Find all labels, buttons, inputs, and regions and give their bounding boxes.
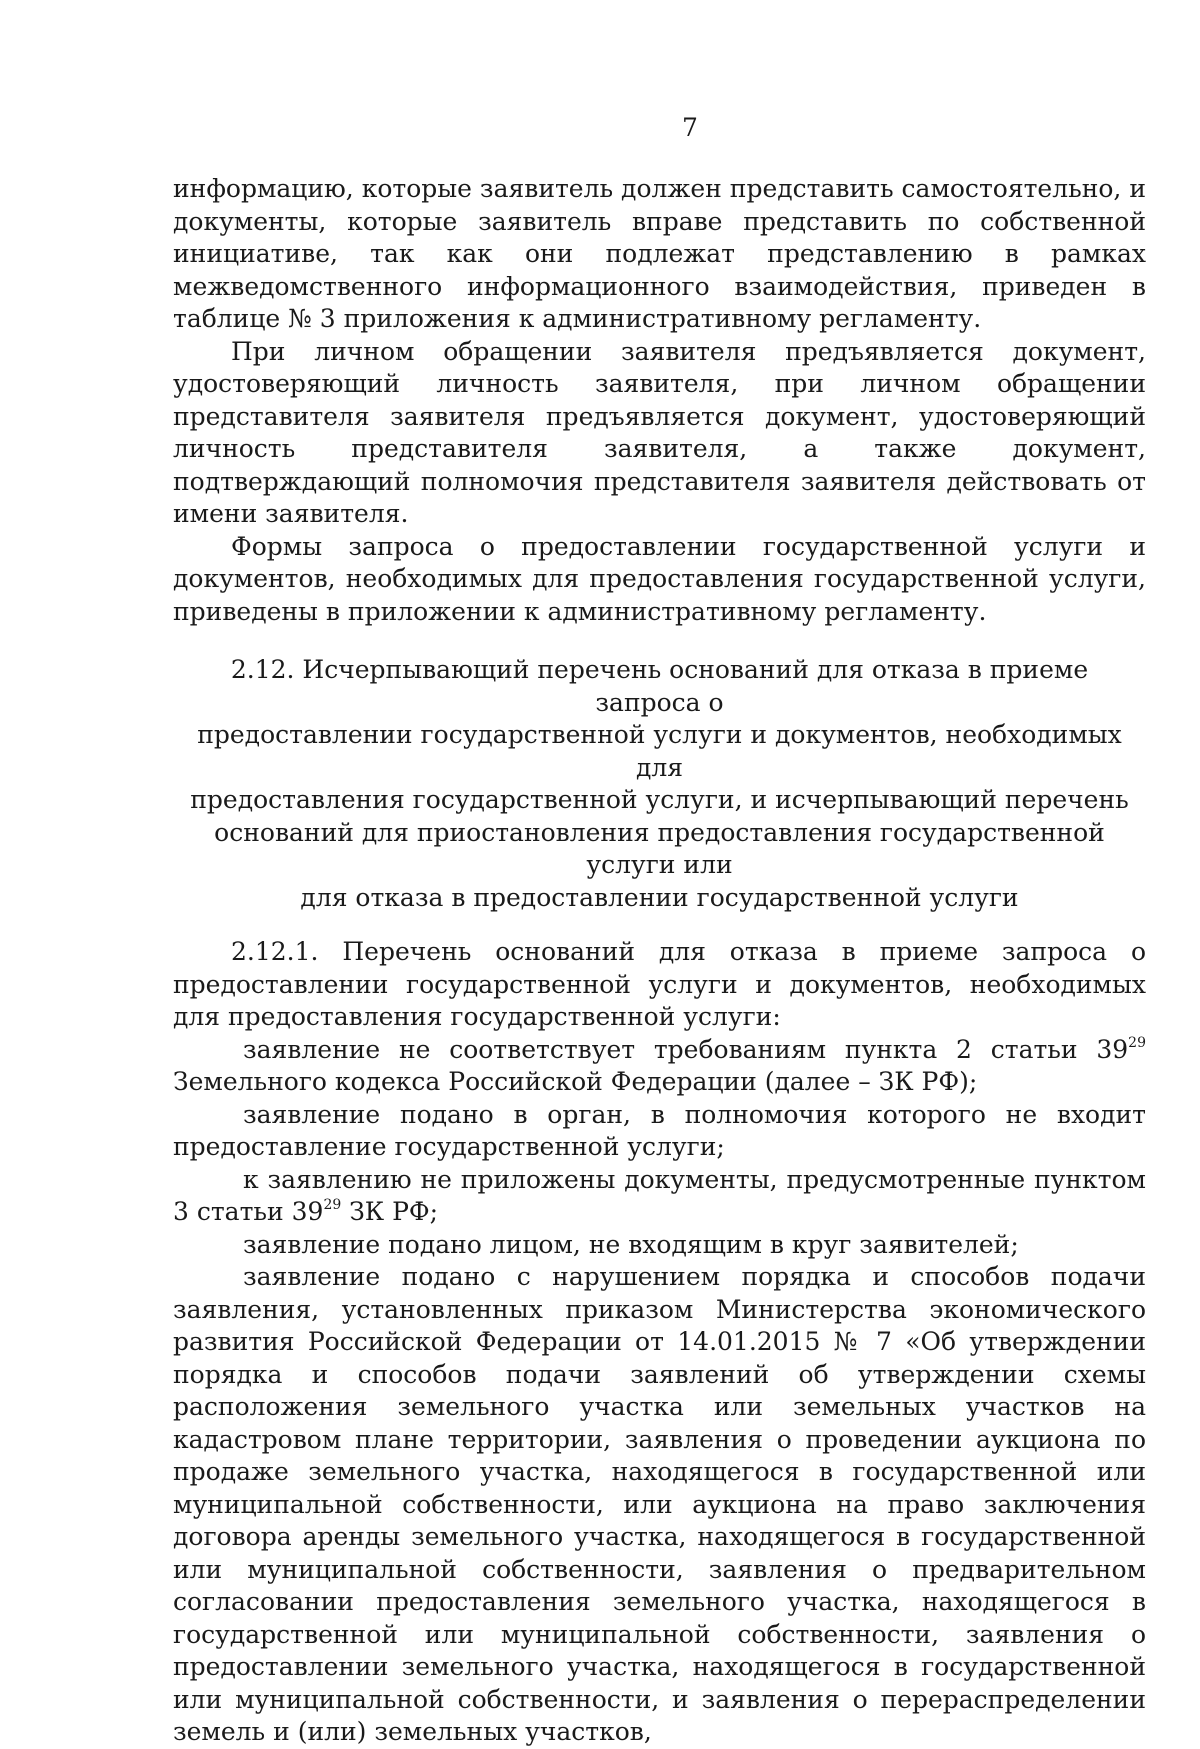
heading-line: предоставления государственной услуги, и исчерпывающий перечень bbox=[190, 785, 1129, 814]
reason-text: к заявлению не приложены документы, предусмотренные пунктом 3 статьи 39 bbox=[173, 1164, 1146, 1226]
paragraph-request-forms: Формы запроса о предоставлении государственной услуги и документов, необходимых для предоставления государственной услуги, приведены в приложении к административному регламенту. bbox=[173, 531, 1146, 626]
heading-line: для отказа в предоставлении государственной услуги bbox=[300, 882, 1019, 912]
section-heading bbox=[173, 654, 1146, 914]
reason-text: заявление не соответствует требованиям пункта 2 статьи 39 bbox=[243, 1034, 1129, 1064]
paragraph-identity-documents: При личном обращении заявителя предъявляется документ, удостоверяющий личность заявителя, при личном обращении представителя заявителя предъявляется документ, удостоверяющий личность представителя заявителя, а также документ, подтверждающий полномочия представителя заявителя действовать от имени заявителя. bbox=[173, 336, 1146, 528]
reason-text: Земельного кодекса Российской Федерации (далее – ЗК РФ); bbox=[173, 1067, 978, 1096]
page-number: 7 bbox=[682, 113, 698, 142]
reason-text: ЗК РФ; bbox=[341, 1197, 439, 1226]
paragraph-section-intro: 2.12.1. Перечень оснований для отказа в приеме запроса о предоставлении государственной услуги и документов, необходимых для предоставления государственной услуги: bbox=[173, 937, 1146, 1031]
superscript: 29 bbox=[1128, 1034, 1146, 1051]
heading-line: 2.12. Исчерпывающий перечень оснований для отказа в приеме запроса о bbox=[230, 655, 1089, 717]
list-item-reason: заявление подано с нарушением порядка и способов подачи заявления, установленных приказом Министерства экономического развития Российской Федерации от 14.01.2015 № 7 «Об утверждении порядка и способов подачи заявлений об утверждении схемы расположения земельного участка или земельных участков на кадастровом плане территории, заявления о проведении аукциона по продаже земельного участка, находящегося в государственной или муниципальной собственности, или аукциона на право заключения договора аренды земельного участка, находящегося в государственной или муниципальной собственности, заявления о предварительном согласовании предоставления земельного участка, находящегося в государственной или муниципальной собственности, заявления о предоставлении земельного участка, находящегося в государственной или муниципальной собственности, и заявления о перераспределении земель и (или) земельных участков, bbox=[173, 1262, 1146, 1746]
list-item-reason: заявление подано лицом, не входящим в круг заявителей; bbox=[243, 1229, 1019, 1259]
list-item-reason bbox=[173, 1034, 1146, 1099]
paragraph-documents-list: информацию, которые заявитель должен представить самостоятельно, и документы, которые заявитель вправе представить по собственной инициативе, так как они подлежат представлению в рамках межведомственного информационного взаимодействия, приведен в таблице № 3 приложения к административному регламенту. bbox=[173, 174, 1146, 333]
heading-line: предоставлении государственной услуги и документов, необходимых для bbox=[197, 720, 1122, 782]
heading-line: оснований для приостановления предоставления государственной услуги или bbox=[214, 817, 1105, 879]
superscript: 29 bbox=[323, 1197, 342, 1213]
document-body bbox=[173, 173, 1146, 1749]
list-item-reason bbox=[173, 1164, 1146, 1229]
list-item-reason: заявление подано в орган, в полномочия которого не входит предоставление государственной услуги; bbox=[173, 1099, 1146, 1161]
